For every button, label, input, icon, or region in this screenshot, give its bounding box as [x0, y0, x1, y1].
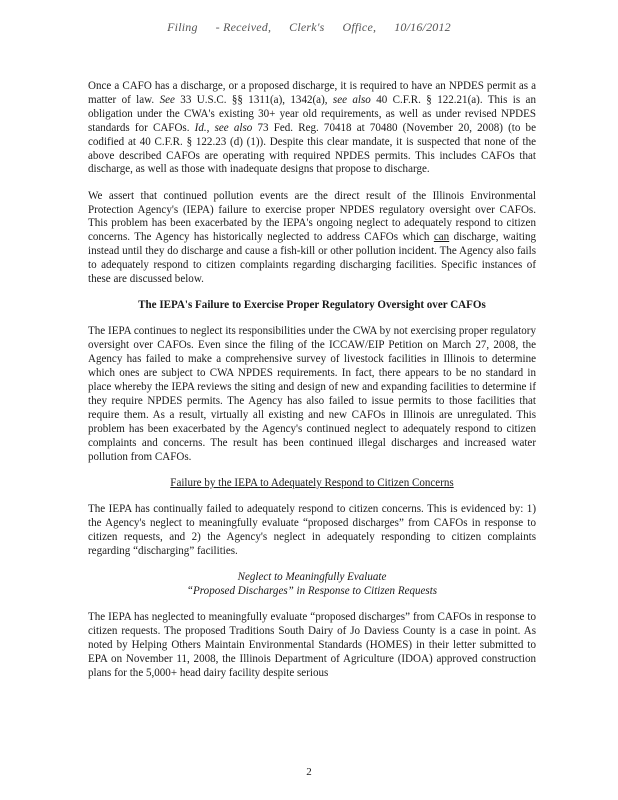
stamp-filing: Filing	[167, 20, 198, 34]
page-number: 2	[306, 766, 312, 778]
stamp-received: - Received,	[215, 20, 272, 34]
subsection-heading-line-2: “Proposed Discharges” in Response to Citizen Requests	[186, 584, 438, 597]
paragraph-citizen-concerns: The IEPA has continually failed to adequately respond to citizen concerns. This is evidenced by: 1) the Agency's neglect to meaningfully evaluate “proposed discharges” from CAFOs in response to citizen requests, and 2) the Agency's neglect in adequately responding to citizen complaints regarding “discharging” facilities.	[88, 503, 536, 557]
paragraph-regulatory-oversight: The IEPA continues to neglect its responsibilities under the CWA by not exercising proper regulatory oversight over CAFOs. Even since the filing of the ICCAW/EIP Petition on March 27, 2008, the Agency has failed to make a comprehensive survey of livestock facilities in Illinois to determine which ones are subject to CWA NPDES requirements. In fact, there appears to be no standard in place whereby the IEPA reviews the siting and design of new and expanding facilities to determine if they require NPDES permits. The Agency has also failed to issue permits to those facilities that require them. As a result, virtually all existing and new CAFOs in Illinois are unregulated. This problem has been exacerbated by the Agency's continued neglect to adequately respond to citizen complaints and concerns. The result has been continued illegal discharges and increased water pollution from CAFOs.	[88, 325, 536, 463]
paragraph-npdes-requirement: Once a CAFO has a discharge, or a proposed discharge, it is required to have an NPDES permit as a matter of law. See 33 U.S.C. §§ 1311(a), 1342(a), see also 40 C.F.R. § 122.21(a). This is an obligation under the CWA's existing 30+ year old requirements, as well as under revised NPDES standards for CAFOs. Id., see also 73 Fed. Reg. 70418 at 70480 (November 20, 2008) (to be codified at 40 C.F.R. § 122.23 (d) (1)). Despite this clear mandate, it is suspected that none of the above described CAFOs are operating with required NPDES permits. This includes CAFOs that discharge, as well as those with inadequate designs that propose to discharge.	[88, 80, 536, 176]
paragraph-pollution-events: We assert that continued pollution events are the direct result of the Illinois Environmental Protection Agency's (IEPA) failure to exercise proper NPDES regulatory oversight over CAFOs. This problem has been exacerbated by the IEPA's ongoing neglect to adequately respond to citizen concerns. The Agency has historically neglected to address CAFOs which can discharge, waiting instead until they do discharge and cause a fish-kill or other pollution incident. The Agency also fails to adequately respond to citizen complaints regarding discharging facilities. Specific instances of these are discussed below.	[88, 189, 536, 286]
subsection-heading-proposed-discharges	[88, 571, 536, 599]
stamp-date: 10/16/2012	[394, 20, 451, 34]
section-heading-regulatory-oversight: The IEPA's Failure to Exercise Proper Regulatory Oversight over CAFOs	[138, 299, 486, 312]
document-body	[88, 80, 536, 693]
section-heading-citizen-concerns: Failure by the IEPA to Adequately Respond to Citizen Concerns	[170, 476, 454, 489]
stamp-office: Office,	[342, 20, 377, 34]
paragraph-traditions-south-dairy: The IEPA has neglected to meaningfully evaluate “proposed discharges” from CAFOs in response to citizen requests. The proposed Traditions South Dairy of Jo Daviess County is a case in point. As noted by Helping Others Maintain Environmental Standards (HOMES) in their letter submitted to EPA on November 11, 2008, the Illinois Department of Agriculture (IDOA) approved construction plans for the 5,000+ head dairy facility despite serious	[88, 611, 536, 679]
stamp-clerks: Clerk's	[289, 20, 325, 34]
filing-stamp	[0, 20, 618, 35]
subsection-heading-line-1: Neglect to Meaningfully Evaluate	[237, 570, 387, 583]
